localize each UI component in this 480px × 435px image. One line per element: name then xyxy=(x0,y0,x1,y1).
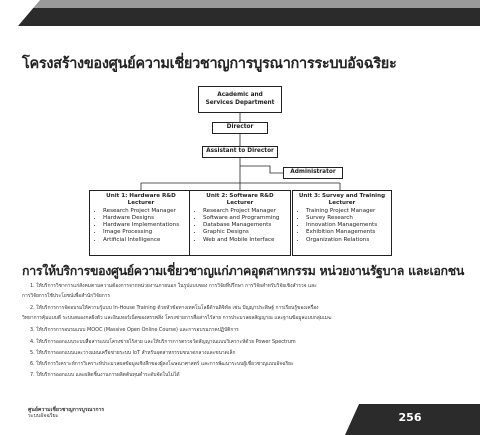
footer-line-2: ระบบอัจฉริยะ xyxy=(28,412,59,419)
list-item: • Database Managements xyxy=(203,222,287,229)
org-box-director: Director xyxy=(212,122,268,134)
list-item: • Hardware Implementations xyxy=(103,222,189,229)
paragraph-line: 1. ให้บริการวิชาการแก่สังคมตามความต้องการจากหน่วยงานภายนอก ในรูปแบบของ การวิจัยที่ปรึกษา การวิจัยสำหรับวิจัยเชิงสำรวจ และ xyxy=(30,283,317,289)
paragraph-line: 6. ให้บริการวิเคราะห์การวิเคราะห์ประมวลผลข้อมูลเชิงลึกของผู้ลงโฆษณาศาสตร์ และการพัฒนาระบบผู้เชี่ยวชาญแบบอัจฉริยะ xyxy=(30,361,294,367)
unit-title: Unit 1: Hardware R&D Lecturer xyxy=(106,193,176,206)
paragraph-line: 7. ให้บริการออกแบบ และผลิตชิ้นงานการผลิตต้นทุนต่ำระดับจัดในไม่ได้ xyxy=(30,372,180,378)
unit-items xyxy=(193,208,287,244)
list-item: • Artificial Intelligence xyxy=(103,237,189,244)
paragraph-line: 5. ให้บริการออกแบบและวางแผนเครือข่ายระบบ IoT สำหรับอุตสาหกรรมขนาดกลางและขนาดเล็ก xyxy=(30,350,236,356)
list-item: • Organization Relations xyxy=(306,237,388,244)
list-item: • Exhibition Managements xyxy=(306,229,388,236)
list-item: • Research Project Manager xyxy=(103,208,189,215)
list-item: • Hardware Designs xyxy=(103,215,189,222)
list-item: • Research Project Manager xyxy=(203,208,287,215)
unit-items xyxy=(93,208,189,244)
paragraph-line: 2. ให้บริการการจัดอบรมให้ความรู้แบบ In-House Training ด้วยหัวข้อทางเทคโนโลยีด้านดิจิทัล เช่น ปัญญาประดิษฐ์ การเรียนรู้ของเครื่อง xyxy=(30,305,319,311)
page-number: 256 xyxy=(398,411,422,424)
list-item: • Training Project Manager xyxy=(306,208,388,215)
org-unit-2 xyxy=(189,190,291,256)
page-title: โครงสร้างของศูนย์ความเชี่ยวชาญการบูรณาการระบบอัจฉริยะ xyxy=(22,56,397,72)
unit-items xyxy=(296,208,388,244)
org-box-academic-services: Academic and Services Department xyxy=(198,86,282,113)
footer-label xyxy=(28,408,104,420)
paragraph-line: การวิจัยการใช้ประโยชน์เพื่อสำนักวิจัยการ xyxy=(22,293,111,299)
list-item: • Software and Programming xyxy=(203,215,287,222)
list-item: • Web and Mobile Interface xyxy=(203,237,287,244)
list-item: • Graphic Designs xyxy=(203,229,287,236)
paragraph-line: 4. ให้บริการออกแบบระบบสื่อสารแบบโครงข่ายไร้สาย และให้บริการการตรวจวัดสัญญาณแบบวิเคราะห์ด้วย Power Spectrum xyxy=(30,339,296,345)
paragraph-line: วิทยาการคุ้มแบบตี ระบบสมองกลฝังตัว และอินเทอร์เน็ตของสรรพสิ่ง โครงข่ายการสื่อสารไร้สาย การประมวลผลสัญญาณ และฐานข้อมูลแบบกลุ่มเมฆ xyxy=(22,315,332,321)
list-item: • Innovation Managements xyxy=(306,222,388,229)
org-unit-1 xyxy=(89,190,193,256)
list-item: • Survey Research xyxy=(306,215,388,222)
org-box-administrator: Administrator xyxy=(283,167,343,179)
section-title: การให้บริการของศูนย์ความเชี่ยวชาญแก่ภาคอุตสาหกรรม หน่วยงานรัฐบาล และเอกชน xyxy=(22,263,465,278)
unit-title: Unit 2: Software R&D Lecturer xyxy=(206,193,274,206)
org-unit-3 xyxy=(292,190,392,256)
paragraph-line: 3. ให้บริการการอบรมแบบ MOOC (Massive Open Online Course) และการอบรมภาคปฏิบัติการ xyxy=(30,327,239,333)
footer-line-1: ศูนย์ความเชี่ยวชาญการบูรณาการ xyxy=(28,407,105,413)
org-box-assistant: Assistant to Director xyxy=(202,146,278,158)
list-item: • Image Processing xyxy=(103,229,189,236)
unit-title: Unit 3: Survey and Training Lecturer xyxy=(298,193,386,206)
